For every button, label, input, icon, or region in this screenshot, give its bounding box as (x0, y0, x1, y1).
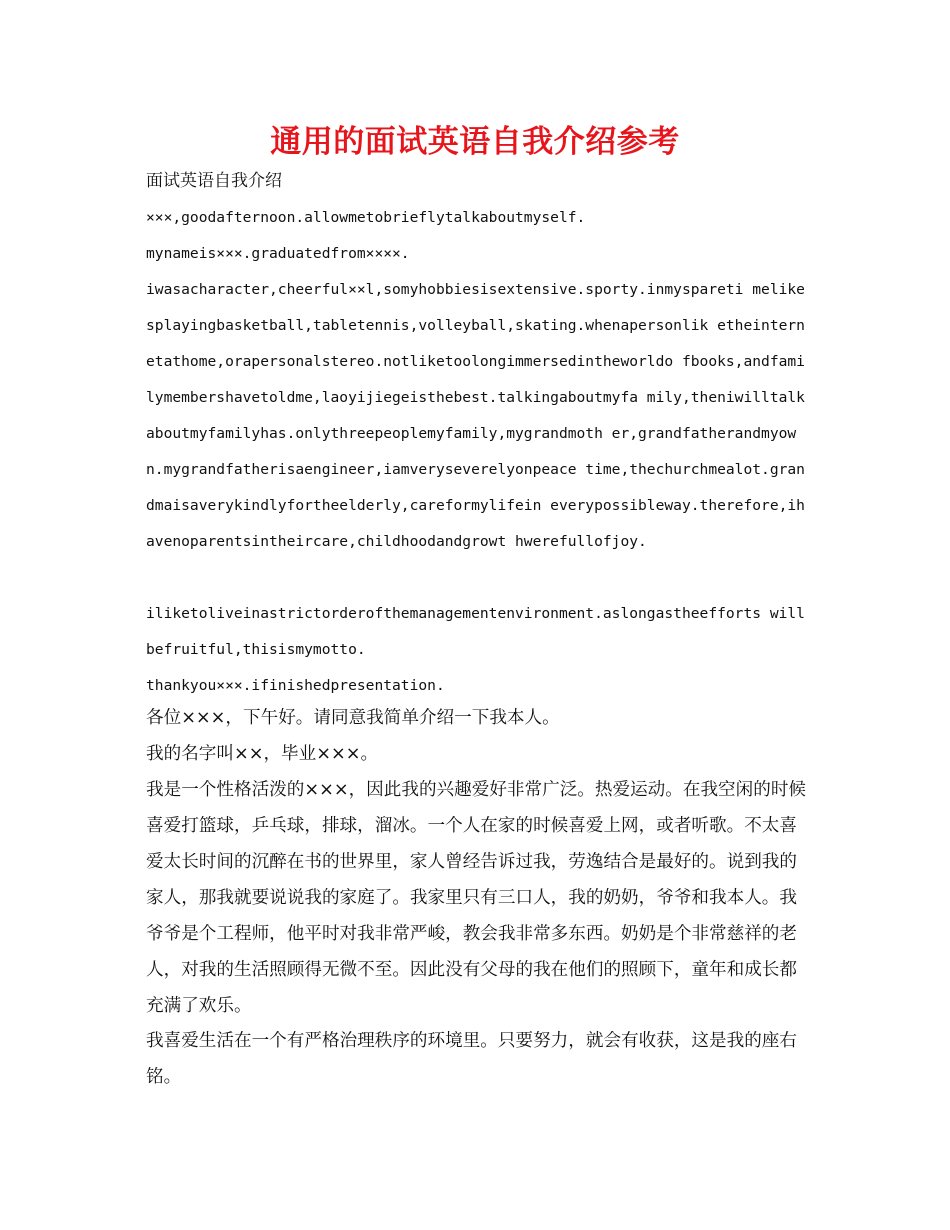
chinese-paragraph-motto: 我喜爱生活在一个有严格治理秩序的环境里。只要努力，就会有收获，这是我的座右铭。 (146, 1031, 797, 1087)
chinese-paragraph-name: 我的名字叫××，毕业×××。 (146, 744, 379, 764)
english-paragraph-closing: thankyou×××.ifinishedpresentation. (146, 677, 445, 694)
document-subtitle: 面试英语自我介绍 (146, 171, 282, 191)
chinese-paragraph-character: 我是一个性格活泼的×××，因此我的兴趣爱好非常广泛。热爱运动。在我空闲的时候喜爱打篮球，乒乓球，排球，溜冰。一个人在家的时候喜爱上网，或者听歌。不太喜爱太长时间的沉醉在书的世界里，家人曾经告诉过我，劳逸结合是最好的。说到我的家人，那我就要说说我的家庭了。我家里只有三口人，我的奶奶，爷爷和我本人。我爷爷是个工程师，他平时对我非常严峻，教会我非常多东西。奶奶是个非常慈祥的老人，对我的生活照顾得无微不至。因此没有父母的我在他们的照顾下，童年和成长都充满了欢乐。 (146, 780, 807, 1016)
english-paragraph-name: mynameis×××.graduatedfrom××××. (146, 245, 410, 262)
english-paragraph-greeting: ×××,goodafternoon.allowmetobrieflytalkaboutmyself. (146, 209, 586, 226)
english-paragraph-character: iwasacharacter,cheerful××l,somyhobbiesisextensive.sporty.inmyspareti melikesplayingbasketball,tabletennis,volleyball,skating.whenapersonlik etheinternetathome,orapersonalstereo.notliketoolongimmersedintheworldo fbooks,andfamilymembershavetoldme,laoyijiegeisthebest.talkingaboutmyfa mily,theniwilltalkaboutmyfamilyhas.onlythreepeoplemyfamily,mygrandmoth er,grandfatherandmyown.mygrandfatherisaengineer,iamveryseverelyonpeace time,thechurchmealot.grandmaisaverykindlyfortheelderly,careformylifein everypossibleway.therefore,ihavenoparentsintheircare,childhoodandgrowt hwerefullofjoy. (146, 281, 805, 550)
english-paragraph-motto: iliketoliveinastrictorderofthemanagementenvironment.aslongastheefforts willbefruitful,thisismymotto. (146, 605, 805, 658)
chinese-paragraph-greeting: 各位×××，下午好。请同意我简单介绍一下我本人。 (146, 708, 560, 728)
document-title: 通用的面试英语自我介绍参考 (270, 124, 680, 160)
